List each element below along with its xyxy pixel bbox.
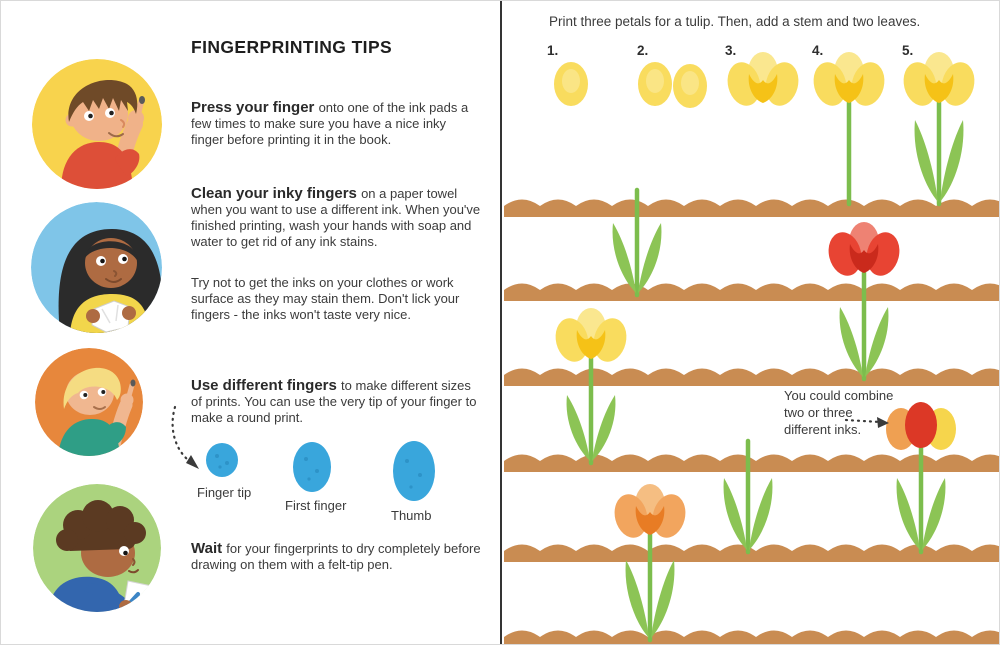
left-page <box>1 1 500 645</box>
label-thumb: Thumb <box>391 508 432 523</box>
tulip-leaf <box>940 120 963 202</box>
first-finger-print <box>293 442 331 492</box>
instruction-text: Print three petals for a tulip. Then, add a stem and two leaves. <box>549 14 921 29</box>
arrowhead <box>186 455 199 469</box>
soil-row <box>504 200 1000 218</box>
tulip-leaf <box>651 560 674 638</box>
tulip-leaf <box>626 560 649 638</box>
tip-body: Try not to get the inks on your clothes or work surface as they may stain them. Don't lick your fingers - the inks won't taste very nice. <box>191 275 460 322</box>
petal-red <box>905 402 937 448</box>
step-label-3: 3. <box>725 43 737 58</box>
tulip-leaf <box>749 478 772 550</box>
tulip-leaf <box>724 478 747 550</box>
tip-body: on a paper towel when you want to use a different ink. When you've finished printing, wash your hands with soap and water to get rid of any ink stains. <box>191 186 481 249</box>
fingertip-print <box>206 443 238 477</box>
soil-row <box>504 369 1000 387</box>
note-line: two or three <box>784 405 853 420</box>
step-label-2: 2. <box>637 43 649 58</box>
dotted-arrow <box>173 407 192 463</box>
tip-lead: Clean your inky fingers <box>191 185 357 202</box>
thumb-print <box>393 441 435 501</box>
right-page <box>502 1 1000 645</box>
tip-body: for your fingerprints to dry completely before drawing on them with a felt-tip pen. <box>191 541 481 572</box>
tulip-leaf <box>840 307 863 377</box>
soil-row <box>504 545 1000 563</box>
tulip-leaf <box>915 120 938 202</box>
tulip-leaf <box>613 223 636 293</box>
step-label-1: 1. <box>547 43 559 58</box>
step-label-5: 5. <box>902 43 914 58</box>
page-title: FINGERPRINTING TIPS <box>191 37 393 57</box>
tulip-leaf <box>897 478 920 550</box>
tulip-leaf <box>567 395 590 461</box>
note-line: You could combine <box>784 388 894 403</box>
note-line: different inks. <box>784 422 862 437</box>
tulip-leaf <box>592 395 615 461</box>
tip-lead: Wait <box>191 540 223 557</box>
tip-body: to make different sizes of prints. You can use the very tip of your finger to make a round print. <box>191 378 477 425</box>
tip-lead: Press your finger <box>191 99 315 116</box>
tip-lead: Use different fingers <box>191 377 337 394</box>
petal-highlight <box>562 69 580 93</box>
tulip-leaf <box>638 223 661 293</box>
step-label-4: 4. <box>812 43 824 58</box>
fingerprint-examples <box>1 1 500 645</box>
note-combine-inks <box>784 387 893 438</box>
soil-row <box>504 631 1000 645</box>
tip-body: onto one of the ink pads a few times to make sure you have a nice inky finger before printing it in the book. <box>191 100 469 147</box>
tulip-leaf <box>922 478 945 550</box>
soil-row <box>504 455 1000 473</box>
petal-highlight <box>646 69 664 93</box>
soil-row <box>504 284 1000 302</box>
tulip-leaf <box>865 307 888 377</box>
label-first-finger: First finger <box>285 498 347 513</box>
tulip-garden-illustration <box>504 1 1000 645</box>
petal-highlight <box>681 71 699 95</box>
label-finger-tip: Finger tip <box>197 485 252 500</box>
